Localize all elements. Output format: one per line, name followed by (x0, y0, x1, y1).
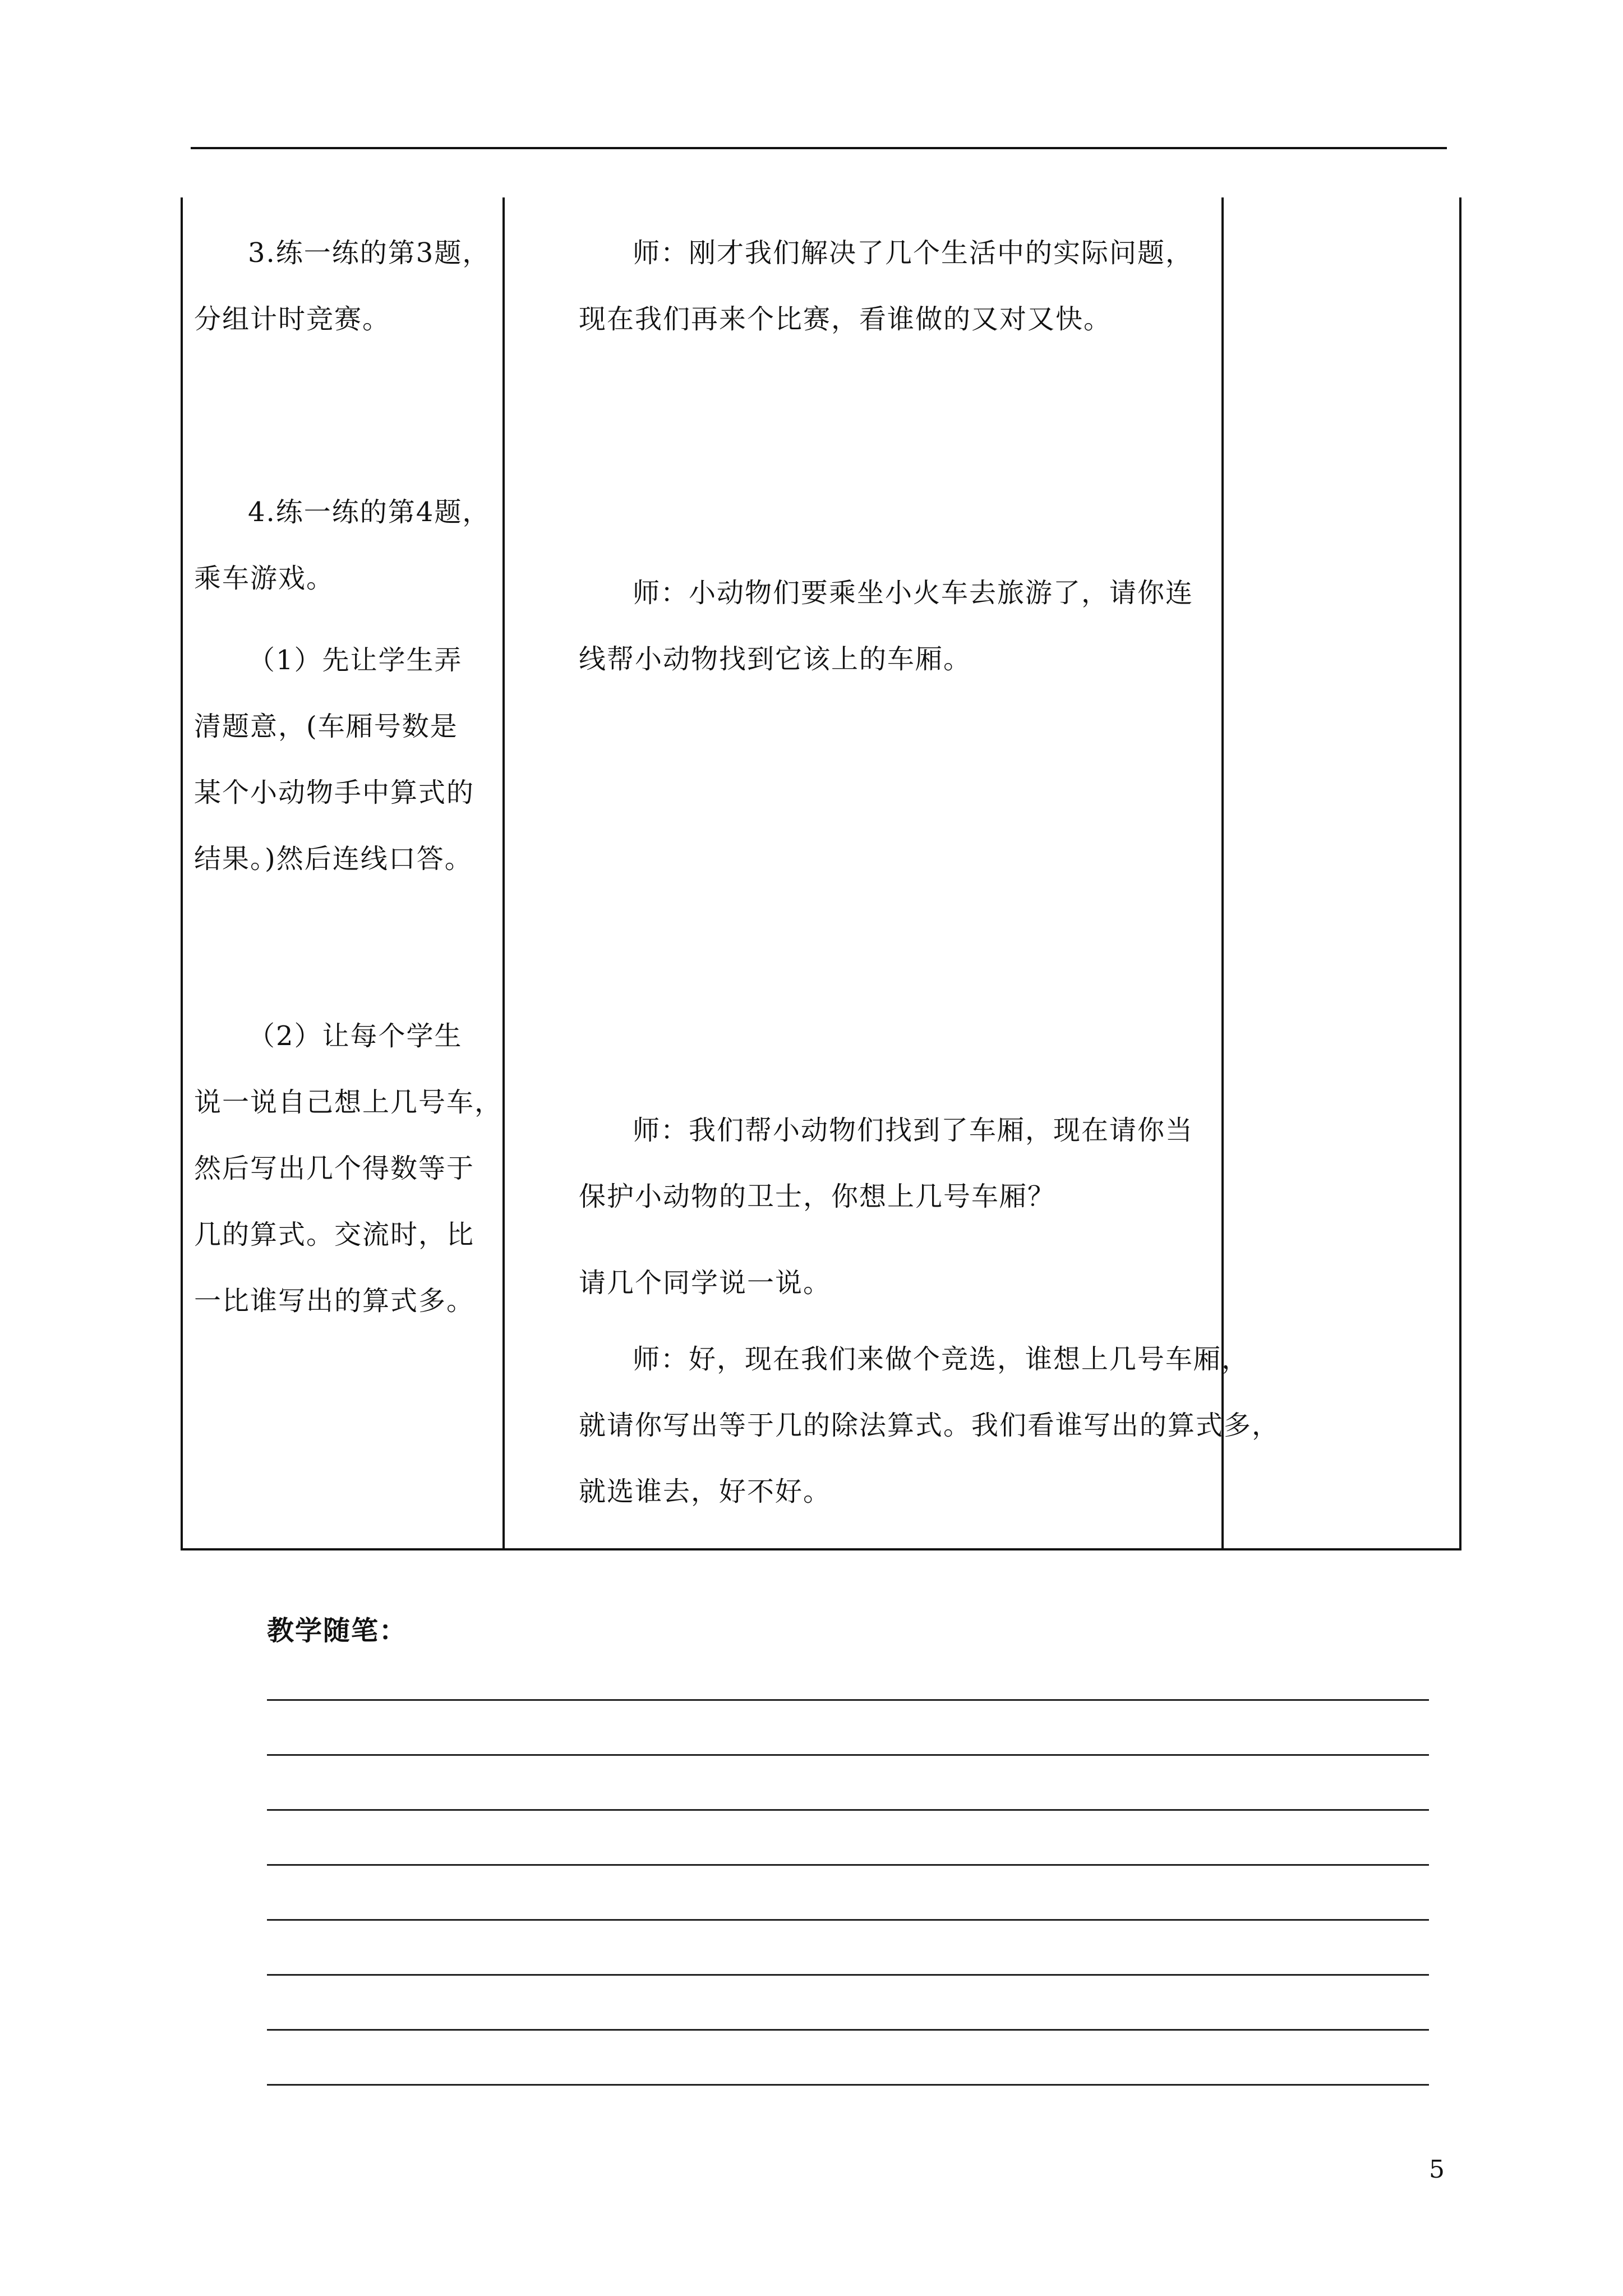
activity-text-line: 一比谁写出的算式多。 (194, 1285, 475, 1317)
page-number: 5 (1429, 2155, 1445, 2184)
notes-line (267, 1701, 1429, 1756)
lesson-plan-table (181, 197, 1459, 1550)
activity-text-line: 某个小动物手中算式的 (194, 777, 475, 808)
activity-text-line: 几的算式。交流时，比 (194, 1219, 475, 1250)
notes-line (267, 1866, 1429, 1921)
notes-line (267, 1976, 1429, 2031)
teacher-text-line: 线帮小动物找到它该上的车厢。 (579, 643, 972, 675)
activity-text-line: 分组计时竞赛。 (194, 303, 391, 335)
activity-text-line: （1）先让学生弄 (248, 645, 463, 676)
activity-text-line: （2）让每个学生 (248, 1020, 463, 1052)
teacher-paragraph-4 (579, 1250, 831, 1316)
notes-line (267, 1921, 1429, 1976)
notes-line (267, 1756, 1429, 1811)
teacher-text-line: 请几个同学说一说。 (579, 1267, 832, 1299)
teacher-text-line: 师：我们帮小动物们找到了车厢，现在请你当 (633, 1115, 1194, 1146)
teacher-text-line: 师：好，现在我们来做个竞选，谁想上几号车厢， (633, 1343, 1250, 1375)
teacher-text-line: 就选谁去，好不好。 (579, 1476, 832, 1507)
teacher-paragraph-2 (579, 560, 1193, 692)
activity-text-line: 结果。)然后连线口答。 (194, 843, 473, 875)
activity-text-line: 4.练一练的第4题， (248, 496, 491, 528)
activity-text-line: 说一说自己想上几号车， (194, 1087, 503, 1118)
teacher-paragraph-3 (579, 1097, 1193, 1230)
activity-text-line: 3.练一练的第3题， (248, 237, 491, 269)
table-border-right (1459, 197, 1461, 1550)
teacher-paragraph-5 (579, 1326, 1280, 1525)
header-rule (191, 147, 1447, 149)
teacher-text-line: 现在我们再来个比赛，看谁做的又对又快。 (579, 303, 1112, 335)
teacher-text-line: 师：刚才我们解决了几个生活中的实际问题， (633, 237, 1194, 269)
notes-title: 教学随笔： (267, 1615, 408, 1646)
activity-text-line: 乘车游戏。 (194, 563, 335, 594)
notes-line (267, 1811, 1429, 1866)
teacher-paragraph-1 (579, 220, 1193, 352)
notes-line (267, 2031, 1429, 2086)
activity-column (194, 197, 508, 1544)
activity-step-1 (194, 627, 474, 892)
activity-item-4 (194, 479, 490, 611)
remarks-column (1229, 197, 1454, 1544)
table-border-bottom (181, 1548, 1461, 1550)
activity-text-line: 然后写出几个得数等于 (194, 1153, 475, 1184)
notes-line (267, 1694, 1429, 1701)
activity-item-3 (194, 220, 490, 352)
activity-step-2 (194, 1003, 502, 1334)
teacher-text-line: 保护小动物的卫士，你想上几号车厢？ (579, 1181, 1056, 1212)
notes-ruled-lines (267, 1694, 1429, 2086)
activity-text-line: 清题意，(车厢号数是 (194, 711, 458, 742)
table-border-left (181, 197, 183, 1550)
teacher-text-line: 师：小动物们要乘坐小火车去旅游了，请你连 (633, 577, 1194, 609)
teacher-text-line: 就请你写出等于几的除法算式。我们看谁写出的算式多， (579, 1410, 1280, 1441)
